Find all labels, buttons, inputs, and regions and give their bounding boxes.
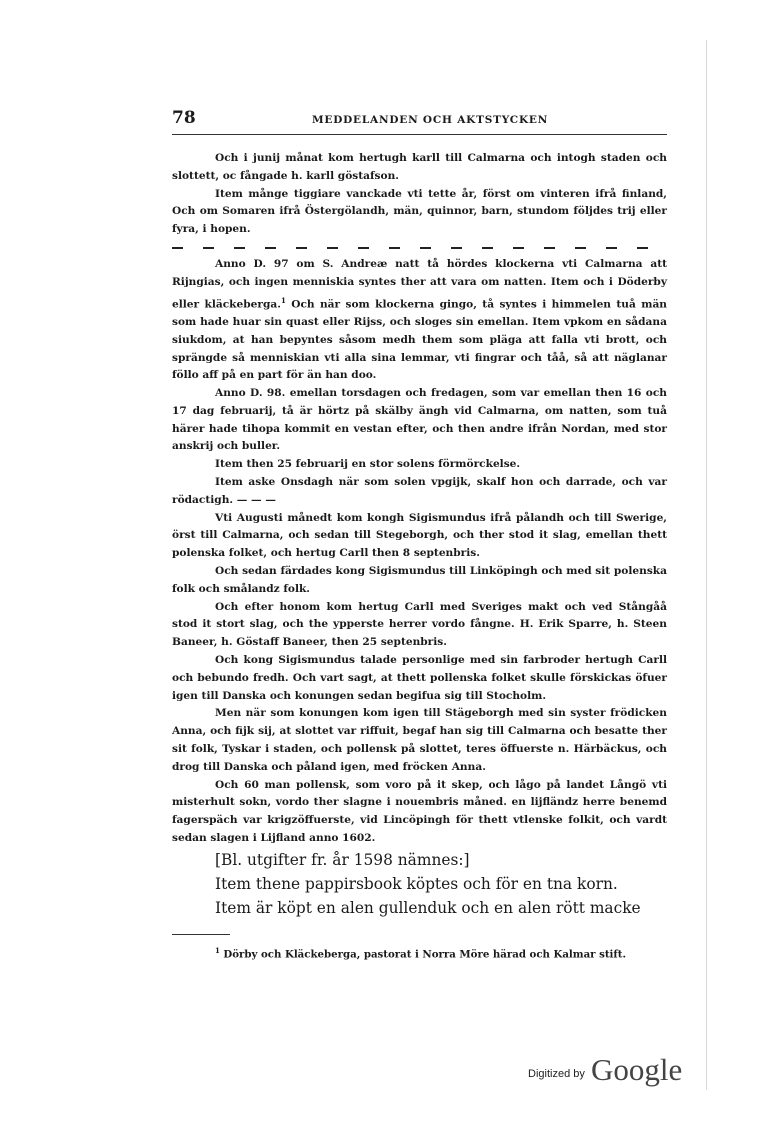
footnote-rule	[172, 934, 230, 935]
footnote	[215, 946, 626, 960]
paragraph: Anno D. 97 om S. Andreæ natt tå hördes klockerna vti Calmarna att Rijngias, och ingen menniskia syntes ther att vara om natten. Item och i Döderby eller kläckeberga.$^1$ Och när som klockerna gingo, tå syntes i himmelen tuå män som hade huar sin quast eller Rijss, och sloges sin emellan. Item vpkom en sådana siukdom, at han bepyntes såsom medh them som pläga att falla vti brott, och sprängde så menniskian vti alla sina lemmar, vti fingrar och tåå, så att näglanar föllo aff på en part för än han doo.	[172, 257, 668, 382]
paragraph: Item then 25 februarij en stor solens förmörckelse.	[215, 458, 521, 471]
large-line: Item är köpt en alen gullenduk och en alen rött macke	[215, 899, 641, 917]
footnote-mark: 1	[215, 946, 220, 955]
paragraph: Item månge tiggiare vanckade vti tette år, först om vinteren ifrå finland, Och om Somaren ifrå Östergölandh, män, quinnor, barn, stundom följdes trij eller fyra, i hopen.	[172, 187, 667, 236]
large-print-section	[172, 848, 667, 920]
paragraph: Men när som konungen kom igen till Stägeborgh med sin syster frödicken Anna, och fijk sij, at slottet var riffuit, begaf han sig till Calmarna och besatte ther sit folk, Tyskar i staden, och pollensk på slottet, teres öffuerste n. Härbäckus, och drog till Danska och påland igen, med fröcken Anna.	[172, 707, 667, 773]
page-edge-line	[706, 40, 707, 1090]
paragraph: Och 60 man pollensk, som voro på it skep, och lågo på landet Långö vti misterhult sokn, vordo ther slagne i nouembris måned. en lijfländz herre benemd fagerspäch var krigzöffuerste, vid Lincöpingh för thett vtlenske folkit, och vardt sedan slagen i Lijfland anno 1602.	[172, 778, 667, 845]
paragraph: Och sedan färdades kong Sigismundus till Linköpingh och med sit polenska folk och smålandz folk.	[172, 565, 667, 595]
paragraph: Anno D. 98. emellan torsdagen och fredagen, som var emellan then 16 och 17 dag februarij, tå är hörtz på skälby ängh vid Calmarna, om natten, som tuå härer hade tihopa kommit en vestan efter, och then andre ifrån Nordan, med stor anskrij och buller.	[172, 387, 667, 453]
paragraph: Och kong Sigismundus talade personlige med sin farbroder hertugh Carll och bebundo fredh. Och vart sagt, at thett pollenska folket skulle förskickas öfuer igen till Danska och konungen sedan begifua sig till Stocholm.	[172, 654, 667, 702]
large-line: [Bl. utgifter fr. år 1598 nämnes:]	[215, 851, 470, 869]
watermark-logo-text: Google	[591, 1052, 683, 1087]
body-text	[172, 150, 667, 848]
paragraph: Och i junij månat kom hertugh karll till Calmarna och intogh staden och slottett, oc fångade h. karll göstafson.	[172, 152, 667, 182]
footnote-ref: 1	[280, 295, 286, 305]
footnote-text: Dörby och Kläckeberga, pastorat i Norra Möre härad och Kalmar stift.	[223, 948, 627, 961]
paragraph: Vti Augusti månedt kom kongh Sigismundus ifrå pålandh och till Swerige, örst till Calmarna, och sedan till Stegeborgh, och ther stod it slag, emellan thett polenska folket, och hertug Carll then 8 septenbris.	[172, 511, 667, 560]
page-number: 78	[172, 108, 196, 128]
dash-separator	[172, 242, 667, 254]
page-header	[172, 108, 667, 135]
paragraph: Item aske Onsdagh när som solen vpgijk, skalf hon och darrade, och var rödactigh. — — —	[172, 476, 667, 506]
running-title: MEDDELANDEN OCH AKTSTYCKEN	[312, 114, 549, 126]
paragraph: Och efter honom kom hertug Carll med Sveriges makt och ved Stångåå stod it stort slag, och the ypperste herrer vordo fångne. H. Erik Sparre, h. Steen Baneer, h. Göstaff Baneer, then 25 septenbris.	[172, 600, 667, 649]
large-line: Item thene pappirsbook köptes och för en tna korn.	[215, 875, 618, 893]
watermark-small-text: Digitized by	[528, 1068, 585, 1080]
